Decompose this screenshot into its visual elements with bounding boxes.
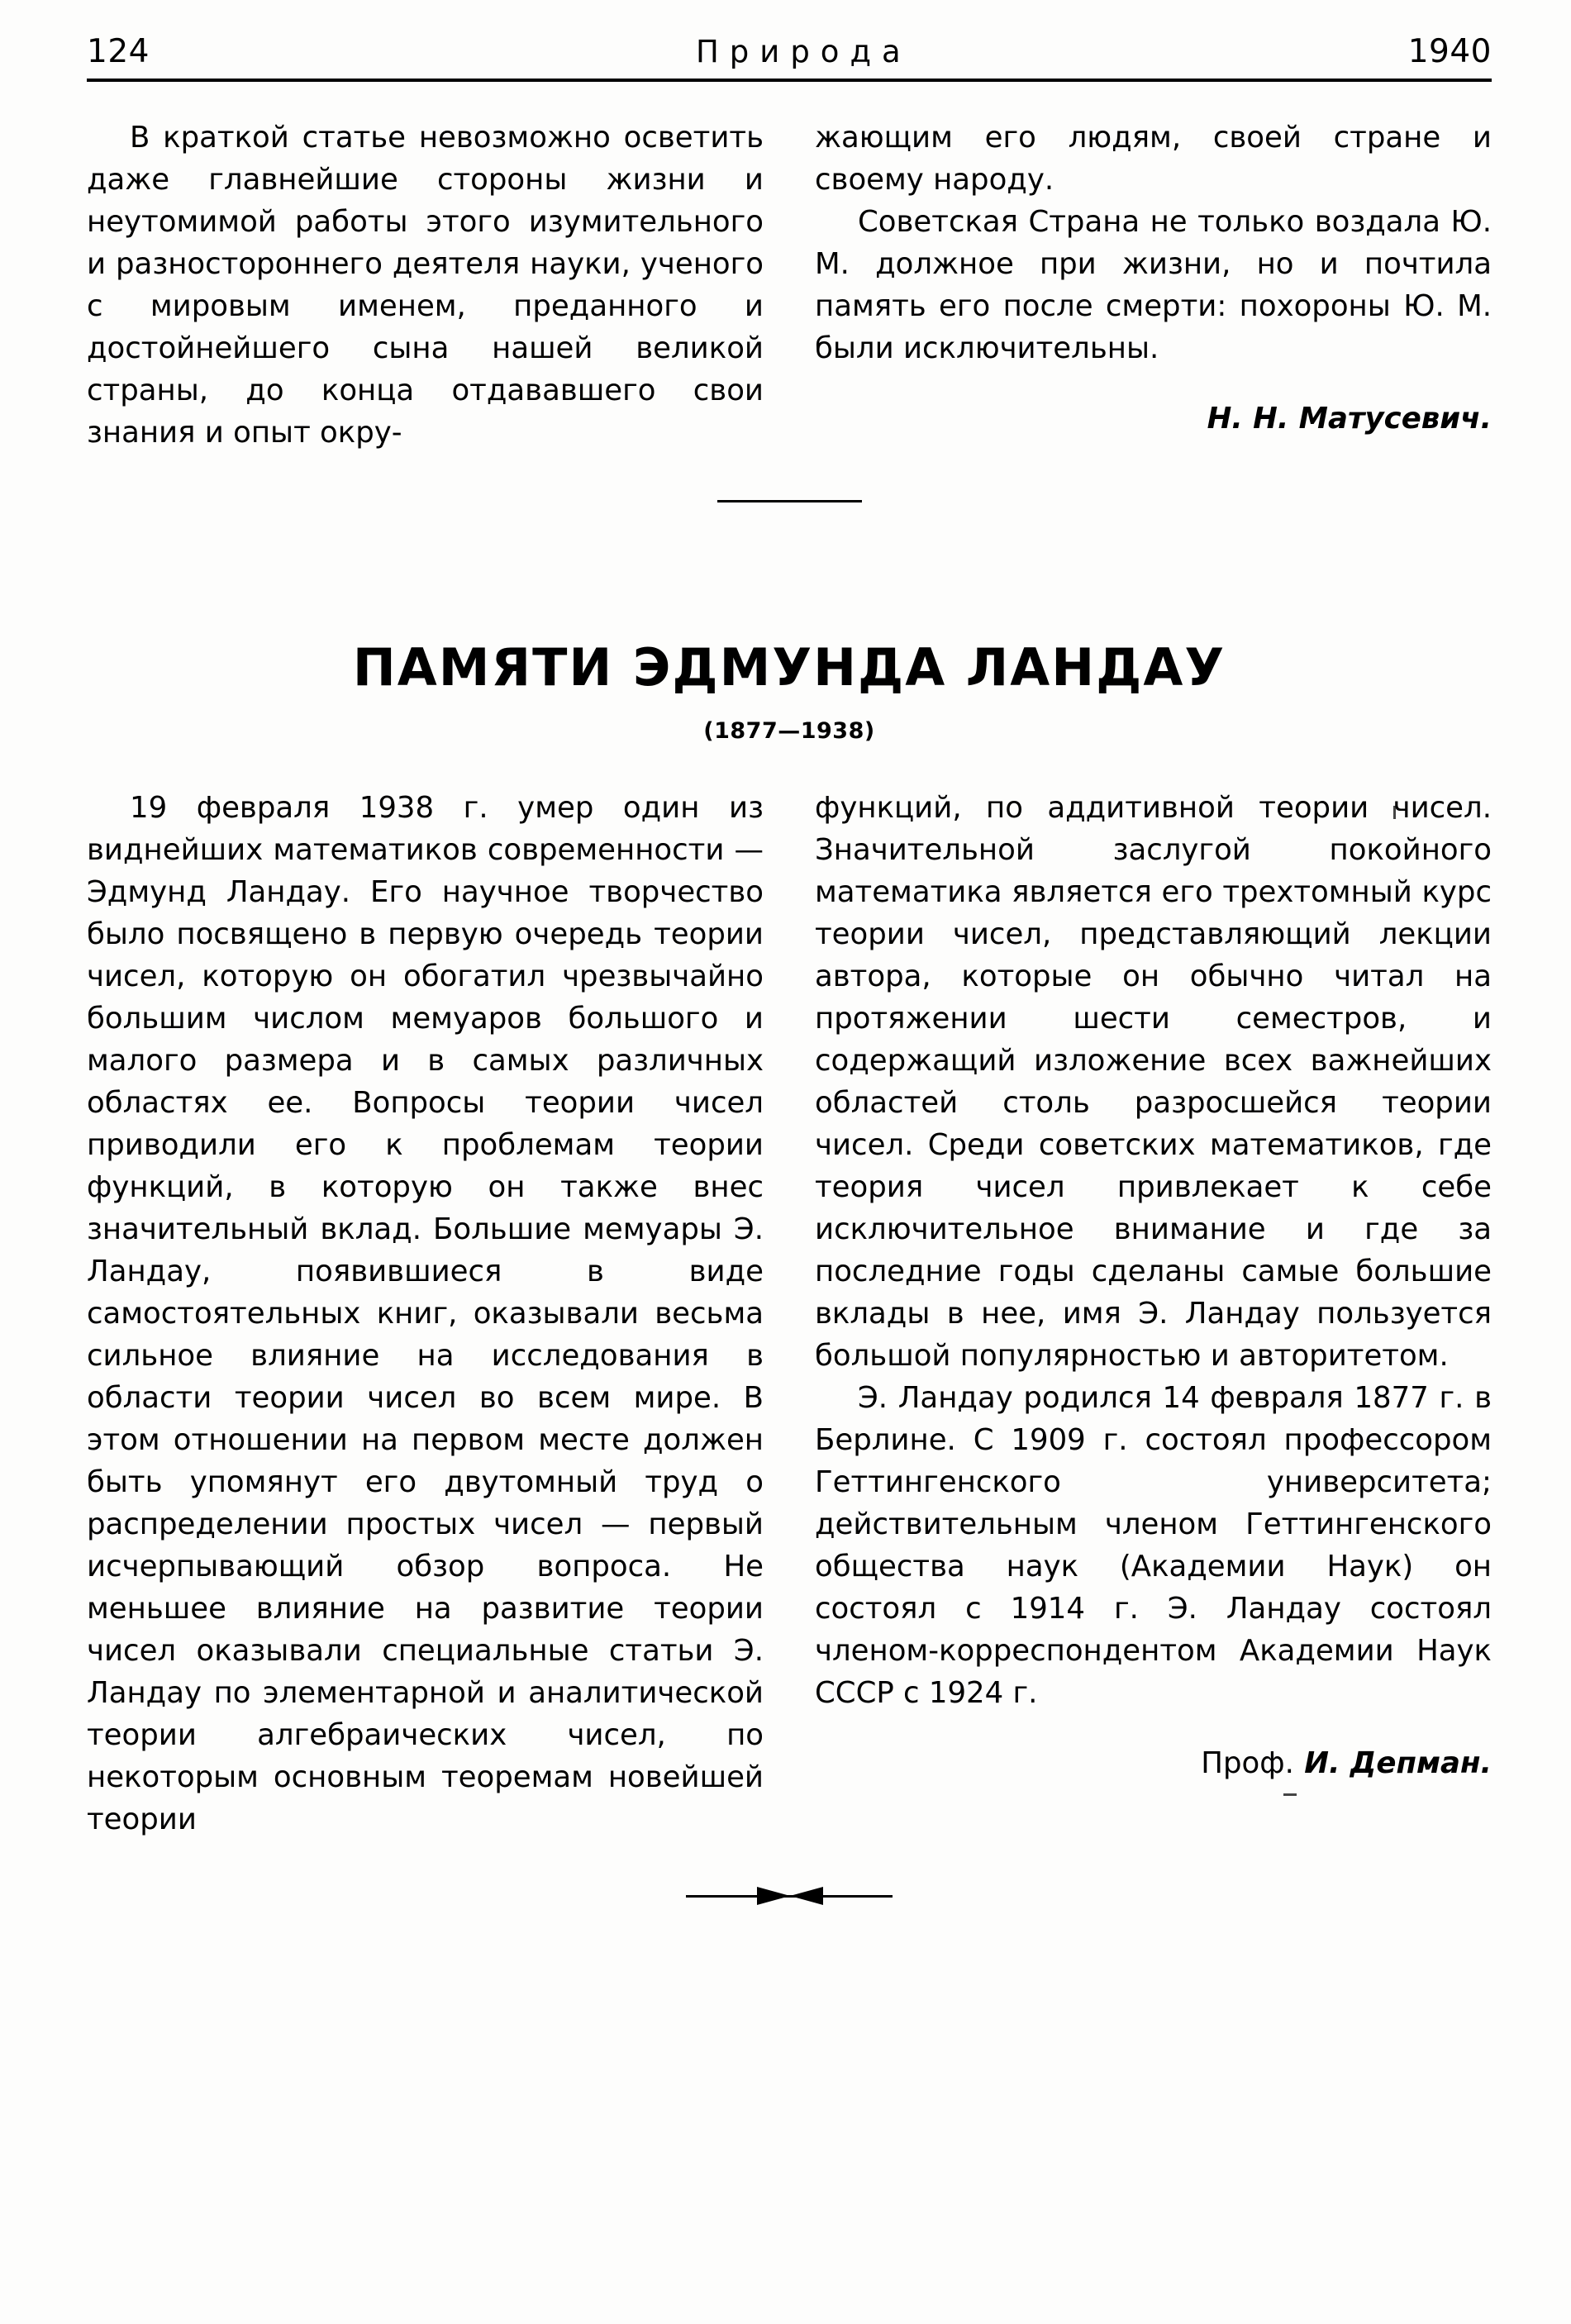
article-header <box>87 639 1492 744</box>
article-subtitle-dates: (1877—1938) <box>703 718 875 744</box>
running-head <box>87 33 1492 82</box>
page-number: 124 <box>87 33 150 70</box>
divider-rule-ornament <box>686 1887 893 1905</box>
divider-rule <box>717 500 862 502</box>
column-left <box>87 787 764 1841</box>
paragraph: функций, по аддитивной теории чисел. Значительной заслугой покойного математика является его трехтомный курс теории чисел, представляющий лекции автора, которые он обычно читал на протяжении шести семестров, и содержащий изложение всех важнейших областей столь разросшейся теории чисел. Среди советских математиков, где теория чисел привлекает к себе исключительное внимание и где за последние годы сделаны самые большие вклады в нее, имя Э. Ландау пользуется большой популярностью и авторитетом. <box>815 791 1492 1373</box>
journal-title: Природа <box>695 34 912 69</box>
paragraph: жающим его людям, своей стране и своему народу. <box>815 121 1492 197</box>
article-signature <box>815 1744 1492 1783</box>
article-signature: Н. Н. Матусевич. <box>1207 402 1492 436</box>
signature-prefix: Проф. <box>1201 1746 1294 1780</box>
article-continuation <box>87 117 1492 454</box>
end-divider <box>87 1887 1492 1905</box>
column-right <box>815 787 1492 1841</box>
section-divider <box>87 500 1492 502</box>
issue-year: 1940 <box>1407 33 1492 70</box>
page-content <box>87 33 1492 1905</box>
signature-name: И. Депман. <box>1304 1746 1492 1780</box>
paragraph: В краткой статье невозможно осветить даже главнейшие стороны жизни и неутомимой работы этого изумительного и разностороннего деятеля науки, ученого с мировым именем, преданного и достойнейшего сына нашей великой страны, до конца отдававшего свои знания и опыт окру- <box>87 121 764 450</box>
paragraph: 19 февраля 1938 г. умер один из виднейших математиков современности — Эдмунд Ландау. Его научное творчество было посвящено в первую очередь теории чисел, которую он обогатил чрезвычайно большим числом мемуаров большого и малого размера и в самых различных областях ее. Вопросы теории чисел приводили его к проблемам теории функций, в которую он также внес значительный вклад. Большие мемуары Э. Ландау, появившиеся в виде самостоятельных книг, оказывали весьма сильное влияние на исследования в области теории чисел во всем мире. В этом отношении на первом месте должен быть упомянут его двутомный труд о распределении простых чисел — первый исчерпывающий обзор вопроса. Не меньшее влияние на развитие теории чисел оказывали специальные статьи Э. Ландау по элементарной и аналитической теории алгебраических чисел, по некоторым основным теоремам новейшей теории <box>87 791 764 1836</box>
article-title: ПАМЯТИ ЭДМУНДА ЛАНДАУ <box>352 637 1226 698</box>
article-body <box>87 787 1492 1841</box>
paragraph: Э. Ландау родился 14 февраля 1877 г. в Берлине. С 1909 г. состоял профессором Геттингенского университета; действительным членом Геттингенского общества наук (Академии Наук) он состоял с 1914 г. Э. Ландау состоял членом-корреспондентом Академии Наук СССР с 1924 г. <box>815 1381 1492 1710</box>
paragraph: Советская Страна не только воздала Ю. М. должное при жизни, но и почтила память его после смерти: похороны Ю. М. были исключительны. <box>815 205 1492 365</box>
column-right <box>815 117 1492 454</box>
column-left <box>87 117 764 454</box>
